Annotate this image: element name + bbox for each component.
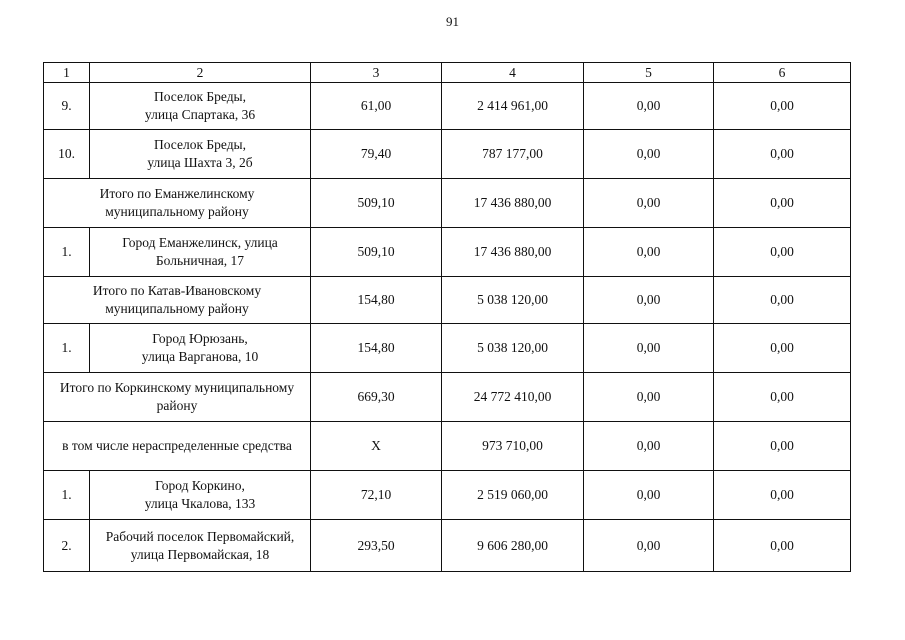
table-row [44, 228, 851, 277]
value-cell: 0,00 [714, 373, 851, 422]
area-cell: 509,10 [311, 179, 442, 228]
total-row [44, 373, 851, 422]
value-cell: 0,00 [584, 130, 714, 179]
row-number: 1. [44, 324, 90, 373]
amount-cell: 17 436 880,00 [442, 228, 584, 277]
value-cell: 0,00 [714, 130, 851, 179]
table-row [44, 130, 851, 179]
row-number: 1. [44, 228, 90, 277]
table-row [44, 83, 851, 130]
column-header: 3 [311, 63, 442, 83]
value-cell: 0,00 [714, 179, 851, 228]
amount-cell: 9 606 280,00 [442, 520, 584, 572]
area-cell: 669,30 [311, 373, 442, 422]
total-row [44, 179, 851, 228]
column-header: 4 [442, 63, 584, 83]
area-cell: 79,40 [311, 130, 442, 179]
amount-cell: 5 038 120,00 [442, 277, 584, 324]
address-cell: Город Коркино, улица Чкалова, 133 [90, 471, 311, 520]
amount-cell: 973 710,00 [442, 422, 584, 471]
amount-cell: 2 414 961,00 [442, 83, 584, 130]
area-cell: 61,00 [311, 83, 442, 130]
row-number: 1. [44, 471, 90, 520]
address-cell: Поселок Бреды, улица Шахта 3, 2б [90, 130, 311, 179]
value-cell: 0,00 [714, 83, 851, 130]
amount-cell: 2 519 060,00 [442, 471, 584, 520]
value-cell: 0,00 [584, 324, 714, 373]
row-number: 10. [44, 130, 90, 179]
row-number: 9. [44, 83, 90, 130]
value-cell: 0,00 [584, 471, 714, 520]
total-label: в том числе нераспределенные средства [44, 422, 311, 471]
value-cell: 0,00 [584, 520, 714, 572]
value-cell: 0,00 [714, 520, 851, 572]
area-cell: 293,50 [311, 520, 442, 572]
address-cell: Рабочий поселок Первомайский, улица Первомайская, 18 [90, 520, 311, 572]
address-cell: Город Еманжелинск, улица Больничная, 17 [90, 228, 311, 277]
total-label: Итого по Коркинскому муниципальному району [44, 373, 311, 422]
area-cell: 154,80 [311, 277, 442, 324]
column-header: 6 [714, 63, 851, 83]
value-cell: 0,00 [714, 471, 851, 520]
value-cell: 0,00 [714, 324, 851, 373]
value-cell: 0,00 [714, 277, 851, 324]
value-cell: 0,00 [714, 228, 851, 277]
value-cell: 0,00 [584, 422, 714, 471]
amount-cell: 24 772 410,00 [442, 373, 584, 422]
total-row [44, 277, 851, 324]
table-row [44, 471, 851, 520]
data-table [43, 62, 851, 572]
address-cell: Поселок Бреды, улица Спартака, 36 [90, 83, 311, 130]
value-cell: 0,00 [584, 179, 714, 228]
page-number: 91 [446, 14, 459, 29]
area-cell: 72,10 [311, 471, 442, 520]
column-header: 1 [44, 63, 90, 83]
value-cell: 0,00 [714, 422, 851, 471]
value-cell: 0,00 [584, 373, 714, 422]
total-label: Итого по Катав-Ивановскому муниципальному району [44, 277, 311, 324]
value-cell: 0,00 [584, 277, 714, 324]
amount-cell: 17 436 880,00 [442, 179, 584, 228]
table-row [44, 520, 851, 572]
column-header: 5 [584, 63, 714, 83]
total-label: Итого по Еманжелинскому муниципальному району [44, 179, 311, 228]
address-cell: Город Юрюзань, улица Варганова, 10 [90, 324, 311, 373]
table-header-row [44, 63, 851, 83]
area-cell: 154,80 [311, 324, 442, 373]
total-row [44, 422, 851, 471]
amount-cell: 787 177,00 [442, 130, 584, 179]
value-cell: 0,00 [584, 228, 714, 277]
value-cell: 0,00 [584, 83, 714, 130]
column-header: 2 [90, 63, 311, 83]
table-row [44, 324, 851, 373]
area-cell: 509,10 [311, 228, 442, 277]
area-cell: Х [311, 422, 442, 471]
row-number: 2. [44, 520, 90, 572]
amount-cell: 5 038 120,00 [442, 324, 584, 373]
